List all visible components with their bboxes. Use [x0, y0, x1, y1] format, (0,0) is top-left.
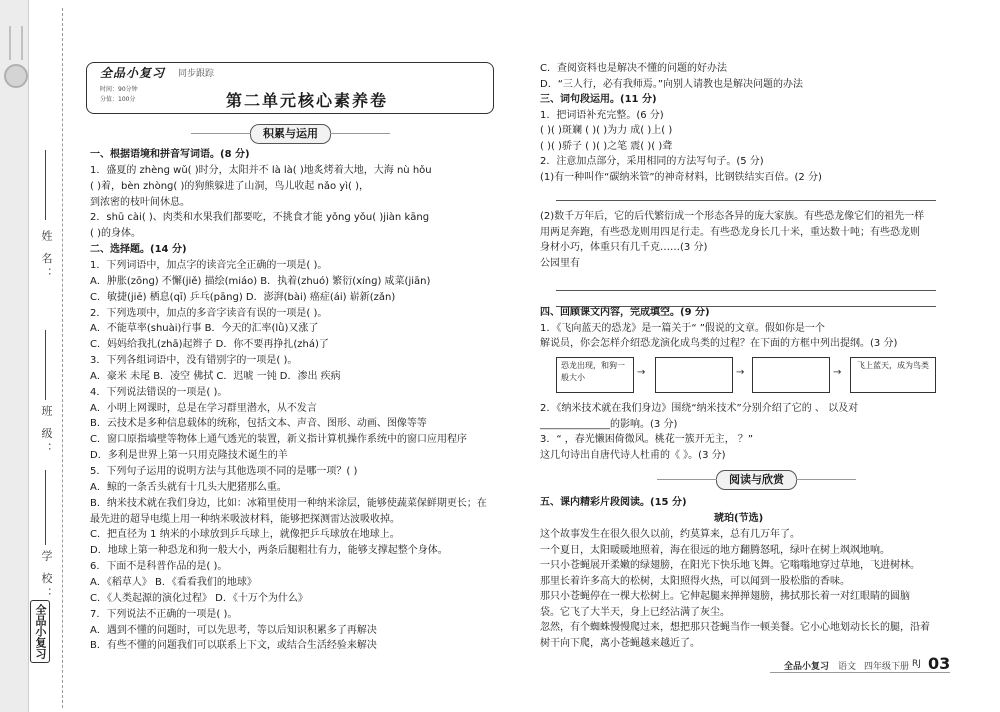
flow-box-end: 飞上蓝天，成为鸟类: [850, 357, 936, 393]
section-banner-accumulation: 积累与运用: [250, 124, 331, 144]
section-heading: 三、词句段运用。(11 分): [540, 94, 657, 105]
question-line: 2．注意加点部分，采用相同的方法写句子。(5 分): [540, 156, 764, 167]
class-field-line[interactable]: [45, 330, 46, 400]
question-line: B．云技术是多种信息载体的统称，包括文本、声音、图形、动画、图像等等: [90, 418, 427, 430]
question-line: 3．“ ，春光懒困倚微风。桃花一簇开无主， ？”: [540, 434, 754, 445]
passage-title: 琥珀(节选): [714, 513, 764, 524]
footer-rule: [770, 672, 950, 673]
question-line: A．遇到不懂的问题时，可以先思考，等以后知识积累多了再解决: [90, 624, 377, 636]
question-line: 1．下列词语中，加点字的读音完全正确的一项是( )。: [90, 259, 328, 271]
flow-box-blank-1[interactable]: [655, 357, 733, 393]
question-line: 2．下列选项中，加点的多音字读音有误的一项是( )。: [90, 307, 328, 319]
footer-brand: 全品小复习: [784, 662, 830, 672]
name-field-line[interactable]: [45, 150, 46, 220]
question-line: ( )( )骄子 ( )( )之笔 震( )( )聋: [540, 140, 673, 152]
question-line: 4．下列说法错误的一项是( )。: [90, 386, 228, 398]
question-line: B．有些不懂的问题我们可以联系上下文，或结合生活经验来解决: [90, 640, 377, 652]
question-line: C．《人类起源的演化过程》 D．《十万个为什么》: [90, 592, 308, 604]
question-line: C．把直径为 1 纳米的小球放到乒乓球上，就像把乒乓球放在地球上。: [90, 529, 400, 541]
question-line: D．“三人行，必有我师焉。”向别人请教也是解决问题的办法: [540, 78, 804, 90]
question-line: 2．《纳米技术就在我们身边》围绕“纳米技术”分别介绍了它的 、 以及对: [540, 403, 859, 414]
section-heading: 一、根据语境和拼音写词语。(8 分): [90, 149, 250, 160]
question-line: C．敏捷(jiē) 栖息(qī) 乒乓(pānɡ) D．澎湃(bài) 癌症(ái) 崭新(zǎn): [90, 291, 396, 303]
question-line: ( )着，bèn zhònɡ( )的狗熊躲进了山洞，鸟儿收起 nǎo yì( )，: [90, 180, 369, 192]
question-line: 到浓密的枝叶间休息。: [90, 196, 190, 208]
question-line: A．不能草率(shuài)行事 B．今天的汇率(lǜ)又涨了: [90, 323, 319, 335]
question-line: ______________的影响。(3 分): [540, 418, 678, 430]
binding-dashed-line: [62, 8, 63, 708]
question-line: 最先进的超导电缆上用一种纳米吸波材料，能够把探测雷达波吸收掉。: [90, 513, 400, 525]
footer-subject: 语文: [838, 662, 857, 672]
question-line: 1．盛夏的 zhènɡ wǔ( )时分，太阳并不 là là( )地炙烤着大地，大海 nù hǒu: [90, 164, 432, 176]
footer-edition: RJ: [912, 659, 921, 669]
question-line: 6．下面不是科普作品的是( )。: [90, 561, 228, 573]
question-line: A．鲸的一条舌头就有十几头大肥猪那么重。: [90, 481, 287, 493]
question-line: 1．《飞向蓝天的恐龙》是一篇关于“ ”假说的文章。假如你是一个: [540, 322, 825, 334]
question-line: A．《稻草人》 B．《看看我们的地球》: [90, 576, 257, 588]
question-line: D．地球上第一种恐龙和狗一般大小，两条后腿粗壮有力，能够支撑起整个身体。: [90, 545, 448, 557]
flow-box-blank-2[interactable]: [752, 357, 830, 393]
question-line: C．妈妈给我扎(zhā)起辫子 D．你不要再挣扎(zhá)了: [90, 339, 329, 351]
brand-subtitle: 同步跟踪: [178, 69, 215, 79]
school-label: 学 校：: [40, 550, 53, 603]
section-banner-reading: 阅读与欣赏: [716, 470, 797, 490]
time-info: 时间：90分钟: [100, 86, 138, 93]
question-line: 那里长着许多高大的松树，太阳照得火热，可以闻到一股松脂的香味。: [540, 575, 850, 587]
name-label: 姓 名：: [40, 230, 53, 283]
question-line: A．肿胀(zōnɡ) 不懈(jiě) 描绘(miáo) B．执着(zhuó) 繁衍(xínɡ) 咸菜(jiān): [90, 275, 431, 287]
question-line: 7．下列说法不正确的一项是( )。: [90, 608, 238, 620]
footer-grade: 四年级下册: [864, 662, 910, 672]
question-line: 1．把词语补充完整。(6 分): [540, 109, 664, 121]
question-line: 一只小苍蝇展开柔嫩的绿翅膀，在阳光下快乐地飞舞。它嗡嗡地穿过草地，飞进树林。: [540, 560, 920, 571]
answer-line[interactable]: [556, 200, 936, 201]
question-line: B．纳米技术就在我们身边，比如：冰箱里使用一种纳米涂层，能够使蔬菜保鲜期更长；在: [90, 497, 487, 509]
question-line: 这个故事发生在很久很久以前，约莫算来，总有几万年了。: [540, 529, 800, 540]
page-number: 03: [928, 654, 951, 673]
arrow-right-icon: →: [736, 367, 745, 378]
question-line: 3．下列各组词语中，没有错别字的一项是( )。: [90, 355, 298, 367]
question-line: 袋。它飞了大半天，身上已经沾满了灰尘。: [540, 606, 730, 618]
question-line: C．查阅资料也是解决不懂的问题的好办法: [540, 63, 727, 74]
question-line: ( )( )斑斓 ( )( )为力 成( )上( ): [540, 125, 673, 136]
page-title: 第二单元核心素养卷: [226, 91, 389, 110]
class-label: 班 级：: [40, 405, 53, 458]
arrow-right-icon: →: [833, 367, 842, 378]
flow-box-start: 恐龙出现，和狗一般大小: [556, 357, 634, 393]
question-line: 那只小苍蝇停在一棵大松树上。它伸起腿来掸掸翅膀，拂拭那长着一对红眼睛的圆脑: [540, 591, 910, 602]
question-line: A．小明上网课时，总是在学习群里潜水，从不发言: [90, 402, 317, 414]
question-line: 树干向下爬，离小苍蝇越来越近了。: [540, 637, 700, 649]
arrow-right-icon: →: [637, 367, 646, 378]
question-line: D．多利是世界上第一只用克隆技术诞生的羊: [90, 450, 288, 462]
score-info: 分值：100分: [100, 96, 136, 103]
side-logo: 全品小复习: [30, 600, 50, 663]
question-line: 这几句诗出自唐代诗人杜甫的《 》。(3 分): [540, 449, 726, 461]
question-line: (2)数千万年后，它的后代繁衍成一个形态各异的庞大家族。有些恐龙像它们的祖先一样: [540, 211, 925, 222]
decorative-strip: [0, 0, 29, 712]
ornament-icon: [9, 26, 23, 60]
brand-logo: 全品小复习: [100, 66, 166, 80]
question-line: (1)有一种叫作“碳纳米管”的神奇材料，比钢铁结实百倍。(2 分): [540, 171, 822, 183]
question-line: ( )的身体。: [90, 228, 141, 240]
question-line: 一个夏日，太阳暖暖地照着，海在很远的地方翻腾怒吼，绿叶在树上飒飒地响。: [540, 544, 890, 556]
section-heading: 五、课内精彩片段阅读。(15 分): [540, 497, 687, 508]
answer-line[interactable]: [556, 306, 936, 307]
question-line: 2．shū cài( )、肉类和水果我们都要吃，不挑食才能 yǒnɡ yǒu( )jiàn kānɡ: [90, 212, 430, 224]
section-heading: 二、选择题。(14 分): [90, 244, 187, 256]
section-heading: 四、回顾课文内容，完成填空。(9 分): [540, 307, 710, 318]
question-line: 解说员，你会怎样介绍恐龙演化成鸟类的过程？在下面的方框中列出提纲。(3 分): [540, 338, 898, 349]
question-line: 忽然，有个蜘蛛慢慢爬过来，想把那只苍蝇当作一顿美餐。它小心地划动长长的腿，沿着: [540, 622, 930, 633]
question-line: 公园里有: [540, 257, 580, 269]
question-line: A．豪米 未尾 B．凌空 佛拭 C．迟唬 一钝 D．渗出 疾病: [90, 370, 341, 382]
question-line: C．窗口原指墙壁等物体上通气透光的装置，新义指计算机操作系统中的窗口应用程序: [90, 434, 467, 446]
school-field-line[interactable]: [45, 470, 46, 545]
question-line: 身材小巧，体重只有几千克……(3 分): [540, 242, 708, 253]
question-line: 5．下列句子运用的说明方法与其他选项不同的是哪一项？( ): [90, 466, 358, 477]
question-line: 用两足奔跑，有些恐龙则用四足行走。有些恐龙身长几十米，重达数十吨；有些恐龙则: [540, 226, 920, 238]
medal-icon: [4, 64, 28, 88]
answer-line[interactable]: [556, 290, 936, 291]
